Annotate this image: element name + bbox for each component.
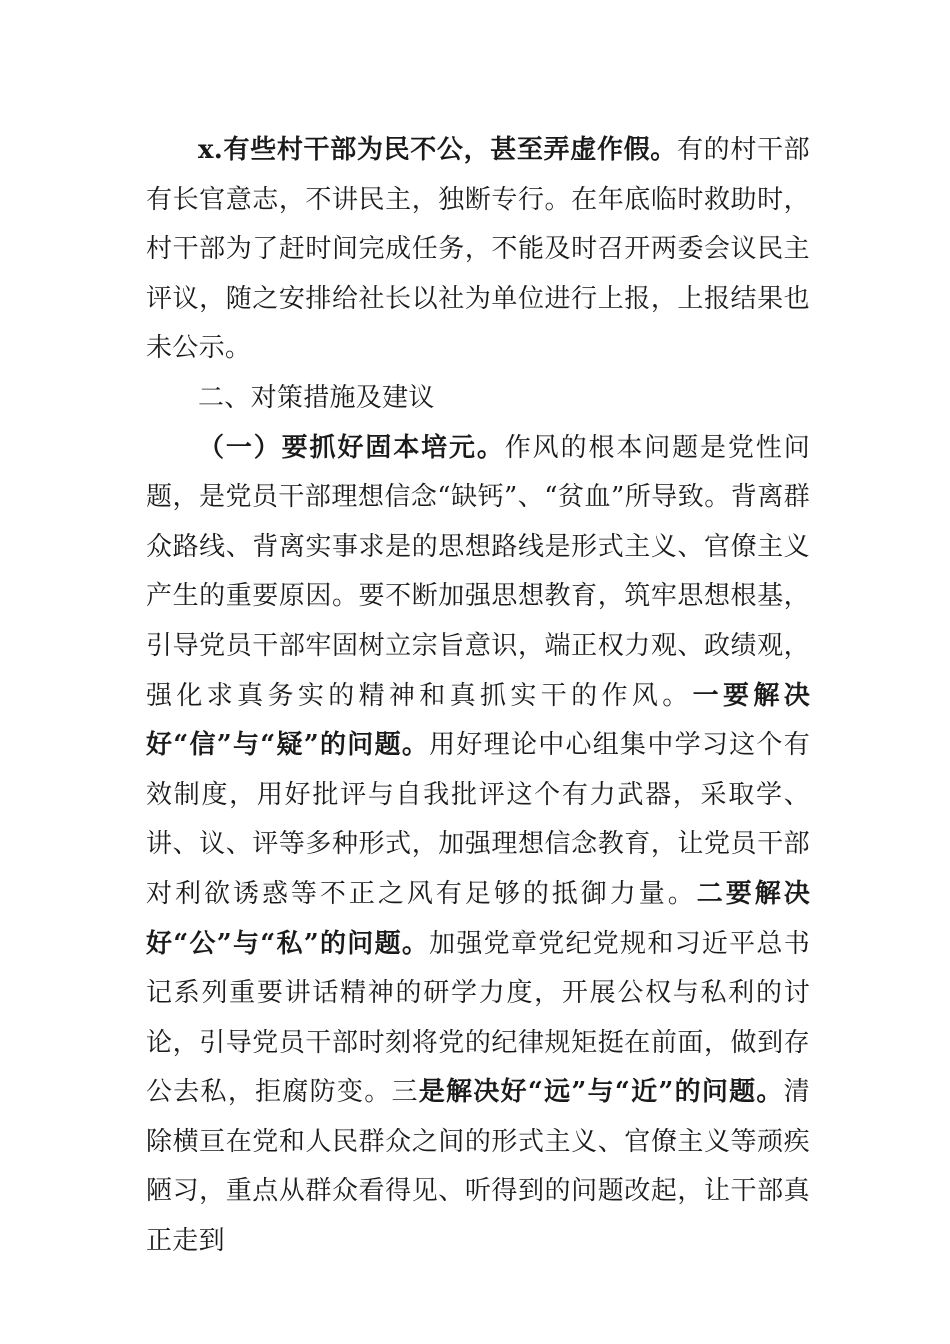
section-heading-2 xyxy=(146,374,810,424)
body-text: 清除横亘在党和人民群众之间的形式主义、官僚主义等顽疾陋习，重点从群众看得见、听得到的问题改起，让干部真正走到 xyxy=(146,1077,810,1257)
section-heading-text: 二、对策措施及建议 xyxy=(198,382,435,413)
bold-lead-text: x.有些村干部为民不公，甚至弄虚作假。 xyxy=(198,135,677,165)
body-text: 用好理论中心组集中学习这个有效制度，用好批评与自我批评这个有力武器，采取学、讲、议、评等多种形式，加强理想信念教育，让党员干部对利欲诱惑等不正之风有足够的抵御力量。 xyxy=(146,730,811,909)
paragraph-subsection-1 xyxy=(146,424,810,1267)
bold-point-3: 是解决好“远”与“近”的问题。 xyxy=(418,1077,784,1108)
body-text: 作风的根本问题是党性问题，是党员干部理想信念“缺钙”、“贫血”所导致。背离群众路线、背离实事求是的思想路线是形式主义、官僚主义产生的重要原因。要不断加强思想教育，筑牢思想根基，引导党员干部牢固树立宗旨意识，端正权力观、政绩观，强化求真务实的精神和真抓实干的作风。 xyxy=(146,432,810,711)
paragraph-item-x xyxy=(146,126,810,374)
subsection-heading-text: （一）要抓好固本培元。 xyxy=(198,432,505,463)
document-body xyxy=(146,126,810,1267)
bold-point-1: 一要解决好“信”与“疑”的问题。 xyxy=(146,680,810,761)
body-text: 有的村干部有长官意志，不讲民主，独断专行。在年底临时救助时，村干部为了赶时间完成任务，不能及时召开两委会议民主评议，随之安排给社长以社为单位进行上报，上报结果也未公示。 xyxy=(146,135,810,364)
bold-point-2: 二要解决好“公”与“私”的问题。 xyxy=(146,878,811,959)
body-text: 加强党章党纪党规和习近平总书记系列重要讲话精神的研学力度，开展公权与私利的讨论，引导党员干部时刻将党的纪律规矩挺在前面，做到存公去私，拒腐防变。三 xyxy=(146,928,811,1108)
